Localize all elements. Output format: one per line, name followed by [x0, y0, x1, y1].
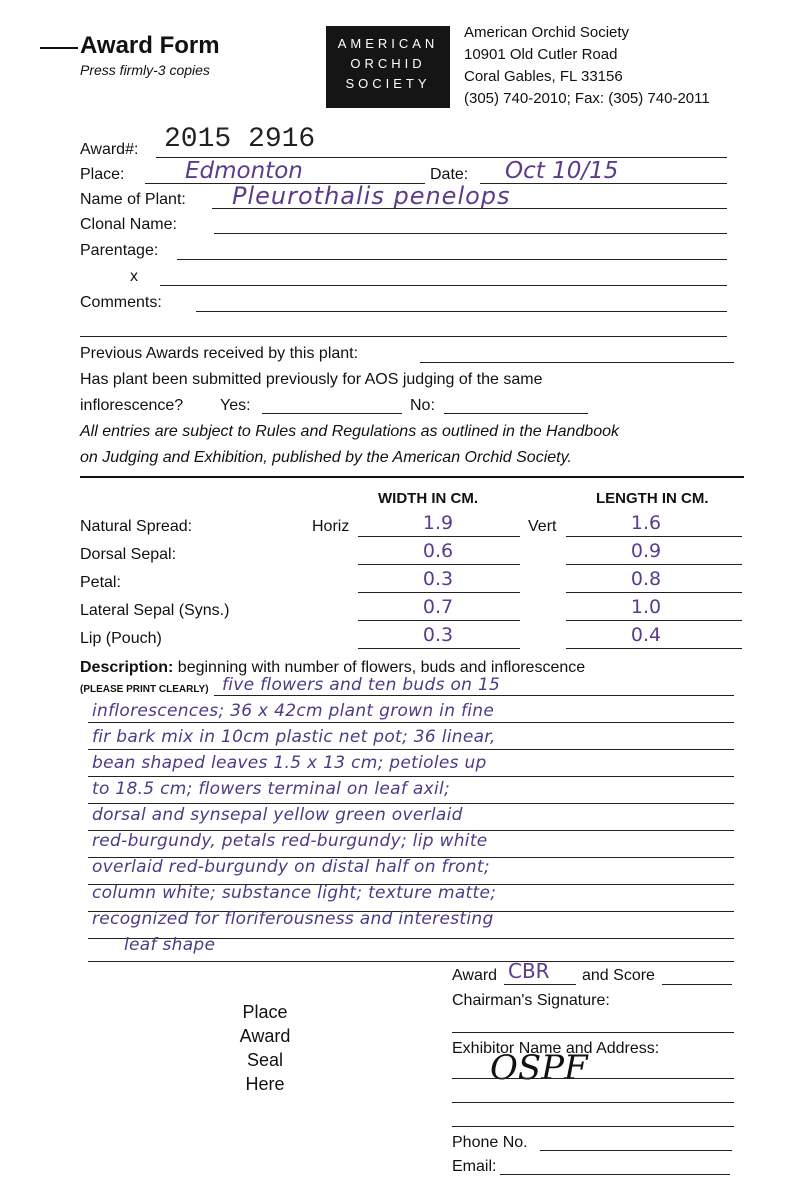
- exhibitor-label: Exhibitor Name and Address:: [452, 1040, 660, 1057]
- measure-label-4: Lateral Sepal (Syns.): [80, 602, 230, 619]
- rules-line-2: on Judging and Exhibition, published by the American Orchid Society.: [80, 449, 572, 466]
- place-value: Edmonton: [185, 158, 303, 184]
- score-label: and Score: [582, 967, 655, 984]
- measure-label-1: Natural Spread:: [80, 518, 193, 535]
- measure-label-2: Dorsal Sepal:: [80, 546, 177, 563]
- description-line-9: column white; substance light; texture matte;: [92, 883, 497, 903]
- comments-line: [196, 311, 727, 312]
- description-line-5: to 18.5 cm; flowers terminal on leaf axil;: [92, 779, 451, 799]
- plant-name-label: Name of Plant:: [80, 191, 186, 208]
- description-line-10: recognized for floriferousness and interesting: [92, 909, 494, 929]
- width-value-1: 1.9: [422, 512, 454, 534]
- length-line-2: [566, 564, 742, 565]
- length-header: LENGTH IN CM.: [596, 490, 709, 507]
- parentage-x: x: [130, 268, 138, 285]
- description-label: Description:: [80, 659, 174, 676]
- seal-line-4: Here: [245, 1074, 285, 1094]
- date-line: [480, 183, 727, 184]
- exhibitor-line-3: [452, 1126, 734, 1127]
- seal-line-1: Place: [242, 1002, 288, 1022]
- submitted-question: Has plant been submitted previously for AOS judging of the same: [80, 371, 543, 388]
- length-value-5: 0.4: [630, 624, 662, 646]
- exhibitor-line-2: [452, 1102, 734, 1103]
- width-line-3: [358, 592, 520, 593]
- address-line-4: (305) 740-2010; Fax: (305) 740-2011: [464, 90, 710, 107]
- desc-rule-3: [88, 749, 734, 750]
- score-line: [662, 984, 732, 985]
- width-line-5: [358, 648, 520, 649]
- description-line-8: overlaid red-burgundy on distal half on front;: [92, 857, 490, 877]
- length-line-5: [566, 648, 742, 649]
- length-value-3: 0.8: [630, 568, 662, 590]
- society-address: [464, 22, 710, 110]
- exhibitor-signature: OSPF: [490, 1048, 588, 1088]
- section-divider: [80, 476, 744, 478]
- horiz-label: Horiz: [312, 518, 350, 535]
- previous-awards-line: [420, 362, 734, 363]
- print-clearly-note: (PLEASE PRINT CLEARLY): [80, 684, 209, 695]
- no-label: No:: [410, 397, 435, 414]
- yes-line: [262, 413, 402, 414]
- description-line-7: red-burgundy, petals red-burgundy; lip white: [92, 831, 488, 851]
- seal-line-2: Award: [239, 1026, 291, 1046]
- award-value: CBR: [508, 959, 550, 983]
- width-value-2: 0.6: [422, 540, 454, 562]
- vert-label: Vert: [528, 518, 557, 535]
- measure-label-3: Petal:: [80, 574, 121, 591]
- width-header: WIDTH IN CM.: [378, 490, 478, 507]
- parentage-label: Parentage:: [80, 242, 159, 259]
- award-line: [504, 984, 576, 985]
- email-label: Email:: [452, 1158, 497, 1175]
- comments-line-2: [80, 336, 727, 337]
- description-line-2: inflorescences; 36 x 42cm plant grown in fine: [92, 701, 495, 721]
- width-value-5: 0.3: [422, 624, 454, 646]
- length-value-2: 0.9: [630, 540, 662, 562]
- form-title: Award Form: [80, 32, 220, 59]
- parentage-line-2: [160, 285, 727, 286]
- award-number-label: Award#:: [80, 141, 139, 158]
- address-line-1: American Orchid Society: [464, 24, 630, 41]
- length-line-4: [566, 620, 742, 621]
- desc-rule-4: [88, 776, 734, 777]
- phone-line: [540, 1150, 732, 1151]
- inflorescence-label: inflorescence?: [80, 397, 184, 414]
- exhibitor-line-1: [452, 1078, 734, 1079]
- description-line-1: five flowers and ten buds on 15: [222, 675, 501, 695]
- width-value-3: 0.3: [422, 568, 454, 590]
- width-line-4: [358, 620, 520, 621]
- previous-awards-label: Previous Awards received by this plant:: [80, 345, 359, 362]
- description-prompt: beginning with number of flowers, buds and inflorescence: [177, 659, 586, 676]
- parentage-line: [177, 259, 727, 260]
- description-line-6: dorsal and synsepal yellow green overlaid: [92, 805, 463, 825]
- chairman-signature-line: [452, 1032, 734, 1033]
- desc-rule-2: [88, 722, 734, 723]
- strike-mark: [40, 47, 78, 49]
- award-seal-placeholder: [225, 1000, 305, 1096]
- form-subtitle: Press firmly-3 copies: [80, 62, 210, 78]
- logo-line-1: AMERICAN: [337, 36, 439, 51]
- address-line-2: 10901 Old Cutler Road: [464, 46, 618, 63]
- clonal-name-label: Clonal Name:: [80, 216, 177, 233]
- seal-line-3: Seal: [246, 1050, 284, 1070]
- description-line-3: fir bark mix in 10cm plastic net pot; 36 linear,: [92, 727, 496, 747]
- width-value-4: 0.7: [422, 596, 454, 618]
- no-line: [444, 413, 588, 414]
- logo-line-3: SOCIETY: [345, 76, 431, 91]
- clonal-name-line: [214, 233, 727, 234]
- award-label: Award: [452, 967, 498, 984]
- measure-label-5: Lip (Pouch): [80, 630, 162, 647]
- aos-logo: [326, 26, 450, 108]
- date-value: Oct 10/15: [505, 158, 619, 184]
- rules-line-1: All entries are subject to Rules and Regulations as outlined in the Handbook: [80, 423, 619, 440]
- phone-label: Phone No.: [452, 1134, 528, 1151]
- email-line: [500, 1174, 730, 1175]
- date-label: Date:: [430, 166, 469, 183]
- yes-label: Yes:: [220, 397, 251, 414]
- description-line-4: bean shaped leaves 1.5 x 13 cm; petioles up: [92, 753, 487, 773]
- width-line-1: [358, 536, 520, 537]
- plant-name-value: Pleurothalis penelops: [232, 182, 511, 210]
- desc-rule-5: [88, 803, 734, 804]
- address-line-3: Coral Gables, FL 33156: [464, 68, 623, 85]
- logo-line-2: ORCHID: [350, 56, 426, 71]
- desc-rule-11: [88, 961, 734, 962]
- desc-rule-1: [214, 695, 734, 696]
- description-line-11: leaf shape: [124, 935, 216, 955]
- comments-label: Comments:: [80, 294, 162, 311]
- place-label: Place:: [80, 166, 125, 183]
- length-line-1: [566, 536, 742, 537]
- chairman-signature-label: Chairman's Signature:: [452, 992, 610, 1009]
- length-value-1: 1.6: [630, 512, 662, 534]
- length-line-3: [566, 592, 742, 593]
- award-number-value: 2015 2916: [164, 124, 316, 155]
- length-value-4: 1.0: [630, 596, 662, 618]
- width-line-2: [358, 564, 520, 565]
- plant-name-line: [212, 208, 727, 209]
